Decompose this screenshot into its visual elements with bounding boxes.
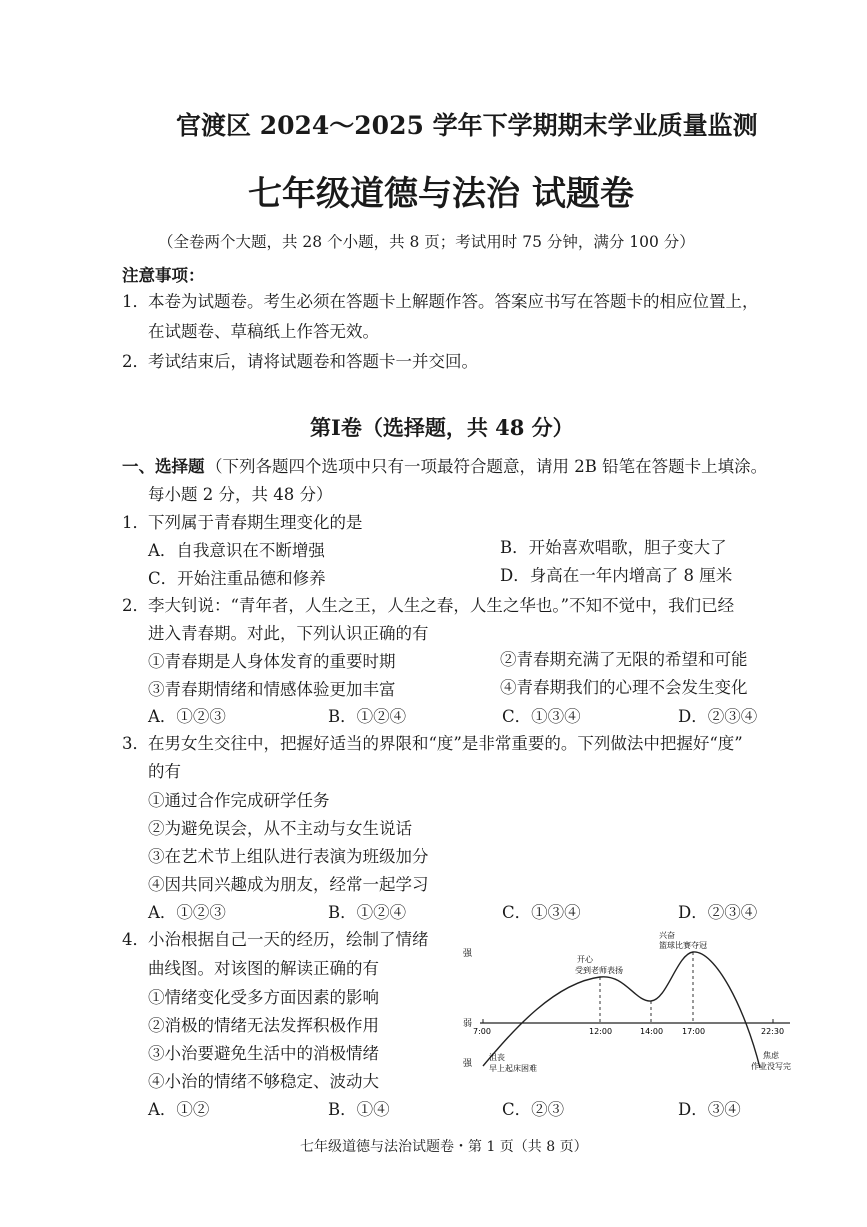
x-tick-label-12: 12:00 [589, 1027, 613, 1036]
exam-subtitle: （全卷两个大题，共 28 个小题，共 8 页；考试用时 75 分钟，满分 100 分） [158, 233, 695, 251]
exam-title-line1: 官渡区 2024～2025 学年下学期期末学业质量监测 [176, 111, 758, 140]
question-2-option-b: B．①②④ [328, 707, 407, 726]
question-2-stem-line1: 李大钊说：“青年者，人生之王，人生之春，人生之华也。”不知不觉中，我们已经 [148, 596, 735, 615]
y-label-strong-top: 强 [463, 949, 473, 959]
note-1-line2: 在试题卷、草稿纸上作答无效。 [148, 322, 379, 341]
question-3-stem-line1: 在男女生交往中，把握好适当的界限和“度”是非常重要的。下列做法中把握好“度” [148, 734, 743, 753]
question-1-number: 1． [122, 513, 149, 532]
question-1-stem: 下列属于青春期生理变化的是 [148, 513, 363, 532]
question-2-option-d: D．②③④ [678, 707, 758, 726]
x-tick-label-7: 7:00 [473, 1027, 491, 1036]
annotation-label-17: 兴奋 [659, 931, 675, 940]
question-4-option-b: B．①④ [328, 1100, 390, 1119]
question-4-stem-line2: 曲线图。对该图的解读正确的有 [148, 959, 379, 978]
annotation-detail-12: 受到老师表扬 [575, 966, 623, 975]
question-1-option-d: D．身高在一年内增高了 8 厘米 [500, 566, 733, 585]
question-2-statement-3: ③青春期情绪和情感体验更加丰富 [148, 680, 396, 699]
question-2-statement-2: ②青春期充满了无限的希望和可能 [500, 650, 748, 669]
question-4-statement-4: ④小治的情绪不够稳定、波动大 [148, 1072, 379, 1091]
part-description-line2: 每小题 2 分，共 48 分） [148, 485, 333, 504]
y-label-weak: 弱 [463, 1019, 473, 1029]
question-3-option-c: C．①③④ [502, 903, 581, 922]
question-4-stem-line1: 小治根据自己一天的经历，绘制了情绪 [148, 930, 429, 949]
note-2-number: 2． [122, 352, 149, 371]
question-4-option-d: D．③④ [678, 1100, 741, 1119]
question-1-option-c: C．开始注重品德和修养 [148, 569, 326, 588]
question-2-statement-1: ①青春期是人身体发育的重要时期 [148, 652, 396, 671]
question-3-number: 3． [122, 734, 149, 753]
question-4-statement-1: ①情绪变化受多方面因素的影响 [148, 988, 379, 1007]
part-label: 一、选择题 [122, 457, 205, 476]
annotation-label-2230: 焦虑 [763, 1051, 779, 1060]
part-description-line1: （下列各题四个选项中只有一项最符合题意，请用 2B 铅笔在答题卡上填涂。 [206, 457, 768, 476]
note-2-line1: 考试结束后，请将试题卷和答题卡一并交回。 [148, 352, 478, 371]
question-4-option-c: C．②③ [502, 1100, 565, 1119]
exam-title-line2: 七年级道德与法治 试题卷 [248, 174, 634, 214]
annotation-detail-7: 早上起床困难 [489, 1064, 537, 1073]
question-2-stem-line2: 进入青春期。对此，下列认识正确的有 [148, 624, 429, 643]
question-3-option-d: D．②③④ [678, 903, 758, 922]
page-footer: 七年级道德与法治试题卷・第 1 页（共 8 页） [300, 1139, 588, 1155]
section-title: 第Ⅰ卷（选择题，共 48 分） [310, 415, 574, 440]
question-1-option-a: A．自我意识在不断增强 [148, 541, 325, 560]
question-2-option-c: C．①③④ [502, 707, 581, 726]
note-1-line1: 本卷为试题卷。考生必须在答题卡上解题作答。答案应书写在答题卡的相应位置上， [148, 292, 759, 311]
annotation-label-12: 开心 [577, 955, 593, 964]
note-1-number: 1． [122, 292, 149, 311]
x-tick-label-17: 17:00 [682, 1027, 706, 1036]
emotion-curve-chart [455, 928, 805, 1088]
question-3-statement-2: ②为避免误会，从不主动与女生说话 [148, 819, 412, 838]
question-3-statement-3: ③在艺术节上组队进行表演为班级加分 [148, 847, 429, 866]
question-4-number: 4． [122, 930, 149, 949]
question-4-option-a: A．①② [148, 1100, 210, 1119]
question-2-option-a: A．①②③ [148, 707, 226, 726]
annotation-detail-17: 篮球比赛夺冠 [659, 941, 707, 950]
question-3-option-a: A．①②③ [148, 903, 226, 922]
question-1-option-b: B．开始喜欢唱歌，胆子变大了 [500, 538, 727, 557]
question-4-statement-2: ②消极的情绪无法发挥积极作用 [148, 1016, 379, 1035]
x-tick-label-14: 14:00 [640, 1027, 664, 1036]
question-2-statement-4: ④青春期我们的心理不会发生变化 [500, 678, 748, 697]
question-3-statement-4: ④因共同兴趣成为朋友，经常一起学习 [148, 875, 429, 894]
y-label-strong-bottom: 强 [463, 1059, 473, 1069]
question-3-statement-1: ①通过合作完成研学任务 [148, 791, 330, 810]
question-4-statement-3: ③小治要避免生活中的消极情绪 [148, 1044, 379, 1063]
notes-heading: 注意事项： [122, 266, 205, 285]
question-3-option-b: B．①②④ [328, 903, 407, 922]
annotation-label-7: 沮丧 [489, 1053, 505, 1062]
question-2-number: 2． [122, 596, 149, 615]
annotation-detail-2230: 作业没写完 [751, 1062, 791, 1071]
question-3-stem-line2: 的有 [148, 762, 181, 781]
x-tick-label-2230: 22:30 [761, 1027, 785, 1036]
